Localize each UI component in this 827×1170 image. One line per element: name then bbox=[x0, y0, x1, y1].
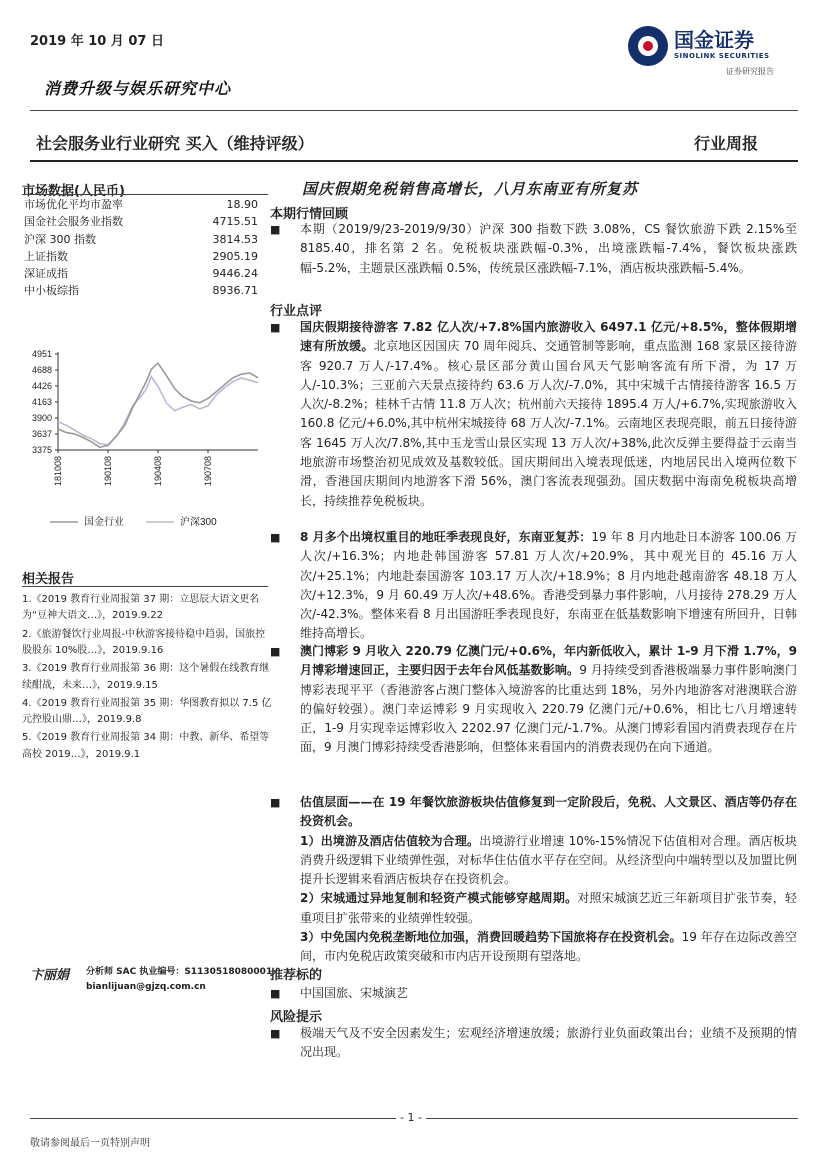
market-row-label: 深证成指 bbox=[24, 267, 68, 281]
point-3-bold: 澳门博彩 9 月收入 220.79 亿澳门元/+0.6%，年内新低收入，累计 1-9 月下滑 1.7%，9 月博彩增速回正，主要归因于去年台风低基数影响。 bbox=[300, 644, 797, 678]
related-title-divider bbox=[22, 586, 268, 587]
related-report-item[interactable]: 5.《2019 教育行业周报第 34 期：中教、新华、希望等高校 2019…》，2019.9.1 bbox=[22, 732, 270, 760]
point-4-bold: 估值层面——在 19 年餐饮旅游板块估值修复到一定阶段后，免税、人文景区、酒店等仍存在投资机会。 bbox=[300, 795, 797, 829]
bullet-square-icon: ■ bbox=[270, 223, 281, 236]
bullet-square-icon: ■ bbox=[270, 796, 281, 809]
chart-x-tick-label: 181008 bbox=[53, 456, 63, 487]
chart-y-tick-label: 3900 bbox=[31, 413, 52, 424]
related-reports-list bbox=[22, 592, 272, 765]
weekly-review-block bbox=[270, 220, 797, 278]
point-3-body: 9 月持续受到香港极端暴力事件影响澳门博彩表现平平（香港游客占澳门整体入境游客的比重达到 18%，另外内地游客对港澳联合游的偏好较强）。澳门幸运博彩 9 月实现收入 220.79 亿澳门元/+0.6%，相比七八月增速转正，1-9 月实现幸运博彩收入 2202.97 亿澳门元/-1.7%。从澳门博彩看国内消费表现存在片面，9 月澳门博彩持续受香港影响，但整体来看国内的消费表现仍在向下通道。 bbox=[300, 663, 797, 755]
risk-text: 极端天气及不安全因素发生；宏观经济增速放缓；旅游行业负面政策出台；业绩不及预期的情况出现。 bbox=[300, 1026, 797, 1060]
valuation-item-3-bold: 3）中免国内免税垄断地位加强，消费回暖趋势下国旅将存在投资机会。 bbox=[300, 930, 682, 945]
industry-point-4-text bbox=[300, 793, 797, 832]
report-category-rating: 社会服务业行业研究 买入（维持评级） bbox=[36, 134, 314, 153]
related-report-item[interactable]: 2.《旅游餐饮行业周报-中秋游客接待稳中趋弱，国旅控股股东 10%股…》，2019.9.16 bbox=[22, 628, 266, 657]
bullet-square-icon: ■ bbox=[270, 531, 281, 544]
related-report-item[interactable]: 3.《2019 教育行业周报第 36 期：这个暑假在线教育继续酣战，未来…》，2019.9.15 bbox=[22, 663, 270, 691]
market-row-value: 8936.71 bbox=[212, 284, 258, 298]
company-logo bbox=[628, 22, 798, 82]
bullet-square-icon: ■ bbox=[270, 645, 281, 658]
research-center-name: 消费升级与娱乐研究中心 bbox=[44, 79, 232, 98]
market-row-label: 中小板综指 bbox=[24, 284, 79, 298]
market-data-table bbox=[22, 196, 268, 300]
index-chart bbox=[22, 340, 268, 540]
recommendation-text: 中国国旅、宋城演艺 bbox=[300, 986, 409, 1000]
chart-x-tick-label: 190708 bbox=[203, 456, 213, 487]
market-title-divider bbox=[22, 194, 268, 195]
market-row bbox=[22, 196, 268, 213]
point-2-body: 19 年 8 月内地赴日本游客 100.06 万人次/+16.3%；内地赴韩国游客 57.81 万人次/+20.9%，其中观光目的 45.16 万人次/+25.1%；内地赴泰国游客 103.17 万人次/+18.9%；8 月内地赴越南游客 48.18 万人次/+12.3%，9 月 60.49 万人次/+48.6%。香港受到暴力事件影响，八月接待 278.29 万人次/-42.3%。整体来看 8 月出国游旺季表现良好，东南亚在低基数影响下增速有所回升，日韩维持高增长。 bbox=[300, 530, 797, 641]
bullet-square-icon: ■ bbox=[270, 321, 281, 334]
point-2-bold: 8 月多个出境权重目的地旺季表现良好，东南亚复苏： bbox=[300, 530, 592, 544]
industry-point-3 bbox=[270, 642, 797, 758]
logo-sub-text: 证券研究报告 bbox=[726, 67, 774, 76]
recommendation-block bbox=[270, 984, 797, 1003]
industry-point-2-text bbox=[300, 528, 797, 644]
chart-y-tick-label: 3375 bbox=[31, 445, 52, 455]
market-row-label: 市场优化平均市盈率 bbox=[24, 198, 123, 211]
recommendation-title: 推荐标的 bbox=[270, 968, 323, 983]
valuation-item-1-body: 出境游行业增速 10%-15%情况下估值相对合理。酒店板块消费升级逻辑下业绩弹性强，对标华住估值水平存在空间。从经济型向中端转型以及加盟比例提升长逻辑来看酒店板块存在投资机会。 bbox=[300, 833, 797, 887]
chart-y-tick-label: 3637 bbox=[31, 429, 52, 440]
market-row-value: 3814.53 bbox=[212, 232, 258, 246]
logo-en-text: SINOLINK SECURITIES bbox=[674, 52, 770, 60]
point-1-bold: 国庆假期接待游客 7.82 亿人次/+7.8%国内旅游收入 6497.1 亿元/+8.5%，整体假期增速有所放缓。 bbox=[300, 320, 797, 354]
header-divider bbox=[30, 110, 798, 111]
market-row-label: 沪深 300 指数 bbox=[24, 232, 96, 246]
market-row bbox=[22, 248, 268, 265]
footer-disclaimer: 敬请参阅最后一页特别声明 bbox=[30, 1138, 150, 1149]
weekly-review-title: 本期行情回顾 bbox=[270, 207, 349, 222]
analyst-info bbox=[86, 965, 272, 995]
risk-title: 风险提示 bbox=[270, 1010, 323, 1025]
chart-series-line bbox=[58, 363, 258, 447]
valuation-item-2-body: 对照宋城演艺近三年新项目扩张节奏，轻重项目扩张带来的业绩弹性较强。 bbox=[300, 891, 797, 925]
industry-point-4 bbox=[270, 793, 797, 967]
header-divider-thick bbox=[30, 160, 798, 162]
chart-legend-label: 国金行业 bbox=[84, 517, 124, 528]
report-type: 行业周报 bbox=[694, 134, 759, 153]
market-data-title: 市场数据(人民币) bbox=[22, 184, 125, 199]
market-row bbox=[22, 231, 268, 248]
analyst-name: 卞丽娟 bbox=[30, 968, 70, 983]
market-row-label: 国金社会服务业指数 bbox=[24, 215, 123, 229]
bullet-square-icon: ■ bbox=[270, 1027, 281, 1040]
valuation-item-2-bold: 2）宋城通过异地复制和轻资产模式能够穿越周期。 bbox=[300, 891, 578, 906]
report-date: 2019 年 10 月 07 日 bbox=[30, 34, 164, 49]
market-row-value: 4715.51 bbox=[212, 215, 258, 229]
analyst-cert: 分析师 SAC 执业编号：S1130518080001 bbox=[86, 967, 273, 977]
market-row-value: 2905.19 bbox=[212, 249, 258, 263]
related-report-item[interactable]: 4.《2019 教育行业周报第 35 期：华图教育拟以 7.5 亿元控股山鼎…》，2019.9.8 bbox=[22, 697, 272, 726]
page-number: - 1 - bbox=[396, 1111, 426, 1124]
logo-mark-icon bbox=[628, 26, 668, 66]
bullet-square-icon: ■ bbox=[270, 987, 281, 1000]
industry-point-1 bbox=[270, 318, 797, 511]
chart-x-tick-label: 190108 bbox=[103, 456, 113, 487]
related-reports-title: 相关报告 bbox=[22, 572, 75, 587]
index-chart-svg bbox=[22, 340, 268, 540]
analyst-email[interactable]: bianlijuan@gjzq.com.cn bbox=[86, 982, 206, 992]
market-row-label: 上证指数 bbox=[24, 249, 68, 263]
chart-y-tick-label: 4426 bbox=[31, 380, 52, 391]
market-row bbox=[22, 213, 268, 230]
point-1-body: 北京地区因国庆 70 周年阅兵、交通管制等影响，重点监测 168 家景区接待游客 920.7 万人/-17.4%。核心景区部分黄山国台风天气影响客流有所下滑，为 17 万人/-10.3%；三亚前六天景点接待约 63.6 万人次/-7.0%，其中宋城千古情接待游客 16.5 万人次/-8.2%；桂林千古情 11.8 万人次；杭州前六天接待 1895.4 万人/+6.7%,实现旅游收入 160.8 亿元/+6.0%,其中杭州宋城接待 68 万人次/-7.1%。云南地区表现亮眼，前五日接待游客 1645 万人次/7.8%,其中玉龙雪山景区实现 13 万人次/+38%,此次反弹主要得益于云南当地旅游市场整治初见成效及基数较低。国庆期间出入境表现低迷，内地居民出入境两位数下滑，香港国庆期间内地游客下滑 56%，澳门客流表现强劲。国庆数据中海南免税板块高增长，持续推荐免税板块。 bbox=[300, 339, 797, 508]
chart-y-tick-label: 4951 bbox=[31, 349, 52, 359]
market-row-value: 9446.24 bbox=[212, 267, 258, 281]
industry-point-2 bbox=[270, 528, 797, 644]
valuation-item-2 bbox=[300, 889, 797, 928]
market-row bbox=[22, 265, 268, 282]
chart-y-tick-label: 4688 bbox=[31, 365, 52, 376]
related-report-item[interactable]: 1.《2019 教育行业周报第 37 期：立思辰大语文更名为“豆神大语文…》，2019.9.22 bbox=[22, 594, 260, 622]
industry-point-1-text bbox=[300, 318, 797, 511]
industry-point-3-text bbox=[300, 642, 797, 758]
valuation-item-3 bbox=[300, 928, 797, 967]
chart-legend-label: 沪深300 bbox=[180, 517, 217, 528]
valuation-item-1-bold: 1）出境游及酒店估值较为合理。 bbox=[300, 833, 480, 848]
risk-block bbox=[270, 1024, 797, 1063]
market-row-value: 18.90 bbox=[226, 198, 258, 211]
logo-cn-text: 国金证券 bbox=[674, 28, 754, 52]
valuation-item-3-body: 19 年存在边际改善空间，市内免税店政策突破和市内店开设预期有望落地。 bbox=[300, 930, 797, 964]
chart-x-tick-label: 190408 bbox=[153, 456, 163, 487]
market-row bbox=[22, 282, 268, 299]
industry-review-title: 行业点评 bbox=[270, 304, 323, 319]
weekly-review-text: 本期（2019/9/23-2019/9/30）沪深 300 指数下跌 3.08%，CS 餐饮旅游下跌 2.15%至 8185.40，排名第 2 名。免税板块涨跌幅-0.3%，出境涨跌幅-7.4%，餐饮板块涨跌幅-5.2%，主题景区涨跌幅 0.5%，传统景区涨跌幅-7.1%，酒店板块涨跌幅-5.4%。 bbox=[300, 222, 797, 275]
report-title: 国庆假期免税销售高增长，八月东南亚有所复苏 bbox=[302, 180, 639, 198]
chart-series-line bbox=[58, 377, 258, 445]
valuation-item-1 bbox=[300, 832, 797, 890]
chart-y-tick-label: 4163 bbox=[31, 397, 52, 407]
